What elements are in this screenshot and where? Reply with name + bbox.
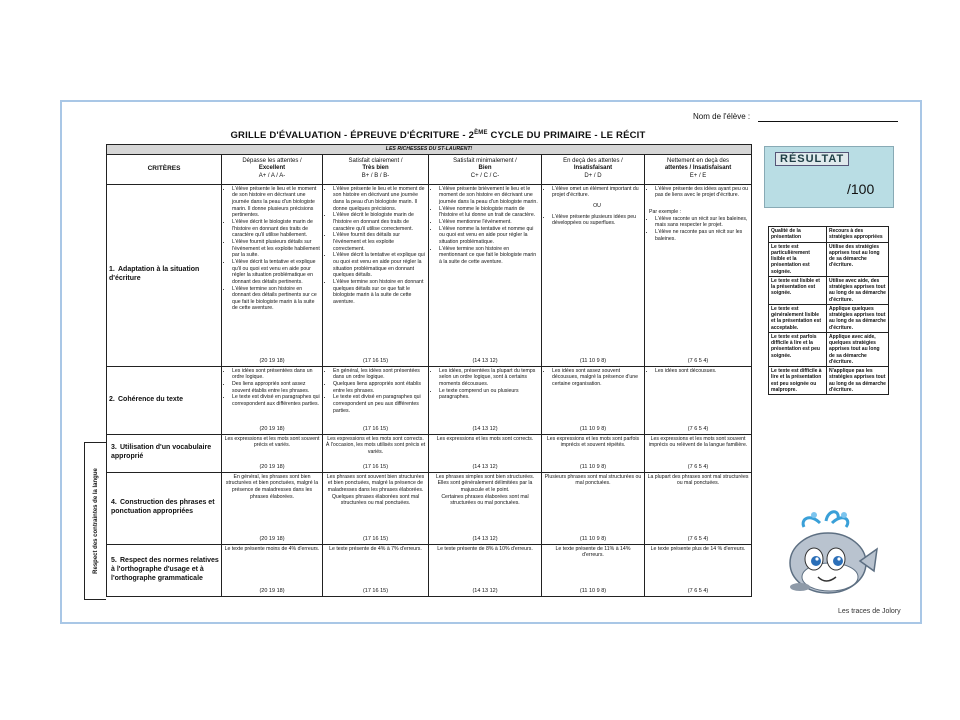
descriptor-item: Le texte présente de 8% à 10% d'erreurs. <box>437 545 533 552</box>
descriptor-text <box>647 436 749 449</box>
descriptor-item: • Les idées sont assez souvent décousues, malgré la présence d'une certaine organisation. <box>552 368 642 388</box>
descriptor-text <box>224 474 320 501</box>
descriptor-item: Le texte présente de 11% à 14% d'erreurs. <box>555 545 631 559</box>
score-options[interactable]: (11 10 9 8) <box>579 587 607 594</box>
score-options[interactable]: (17 16 15) <box>362 535 389 542</box>
descriptor-item: • L'élève mentionne l'événement. <box>439 219 539 226</box>
criterion-row <box>107 472 752 544</box>
strategy-descriptor: Utilise avec aide, des stratégies apprises tout au long de sa démarche d'écriture. <box>827 276 889 304</box>
descriptor-item: • Quelques liens appropriés sont établis entre les phrases. <box>333 381 426 394</box>
score-options[interactable]: (20 19 18) <box>259 357 285 364</box>
score-options[interactable]: (11 10 9 8) <box>579 425 607 432</box>
strategy-descriptor: N'applique pas les stratégies apprises tout au long de sa démarche d'écriture. <box>827 367 889 395</box>
descriptor-item: Le texte présente de 4% à 7% d'erreurs. <box>329 545 422 552</box>
descriptor-item: Le texte présente moins de 4% d'erreurs. <box>224 545 320 552</box>
descriptor-text <box>224 186 320 312</box>
descriptor-item: • Le texte est divisé en paragraphes qui correspondent un peu aux différentes parties. <box>333 394 426 414</box>
descriptor-item: Certaines phrases élaborées sont mal structurées ou mal ponctuées. <box>441 493 529 507</box>
descriptor-item: • L'élève ne raconte pas un récit sur les baleines. <box>655 229 749 242</box>
descriptor-cell <box>429 434 542 472</box>
score-options[interactable]: (14 13 12) <box>472 425 498 432</box>
level-header-e: Nettement en deçà des attentes / Insatisfaisant E+ / E <box>645 154 752 184</box>
score-options[interactable]: (7 6 5 4) <box>687 425 709 432</box>
descriptor-item: • L'élève présente le lieu et le moment de son histoire en décrivant une journée dans la peau d'un biologiste marin. Il donne plusieurs précisions pertinentes. <box>232 186 320 219</box>
descriptor-item: • L'élève termine son histoire en donnant des détails pertinents sur ce que fait le biologiste marin à la suite de cette aventure. <box>232 286 320 313</box>
descriptor-text <box>647 368 749 375</box>
descriptor-cell <box>222 184 323 366</box>
descriptor-text <box>544 474 642 487</box>
descriptor-text <box>544 368 642 388</box>
descriptor-item: Les expressions et les mots sont souvent imprécis ou relèvent de la langue familière. <box>648 435 748 449</box>
descriptor-cell <box>542 184 645 366</box>
descriptor-cell <box>222 434 323 472</box>
descriptor-item: • L'élève décrit le biologiste marin de l'histoire en donnant des traits de caractère qu'il utilise correctement. <box>333 212 426 232</box>
header-row <box>107 154 752 184</box>
score-options[interactable]: (7 6 5 4) <box>687 357 709 364</box>
level-header-b: Satisfait clairement / Très bien B+ / B / B- <box>323 154 429 184</box>
descriptor-item: • L'élève fournit plusieurs détails sur l'événement et les exploite habilement par la suite. <box>232 239 320 259</box>
criterion-row <box>107 544 752 596</box>
grid-subtitle: LES RICHESSES DU ST-LAURENT! <box>107 145 752 155</box>
descriptor-item: • L'élève décrit la tentative et explique qui ou quoi est venu en aide pour régler la situation problématique en donnant quelques détails. <box>333 252 426 279</box>
descriptor-text <box>647 474 749 487</box>
criterion-number: 1. <box>109 266 115 274</box>
descriptor-text <box>325 436 426 456</box>
descriptor-text <box>224 436 320 449</box>
student-name-field[interactable] <box>758 121 898 122</box>
descriptor-cell <box>429 366 542 434</box>
criterion-label: Construction des phrases et ponctuation appropriées <box>111 499 215 516</box>
descriptor-text <box>224 546 320 553</box>
score-options[interactable]: (14 13 12) <box>472 463 498 470</box>
descriptor-cell <box>542 472 645 544</box>
strategy-descriptor: Utilise des stratégies apprises tout au long de sa démarche d'écriture. <box>827 242 889 276</box>
score-options[interactable]: (11 10 9 8) <box>579 535 607 542</box>
descriptor-item: • Les idées sont présentées dans un ordre logique. <box>232 368 320 381</box>
descriptor-item: • L'élève présente le lieu et le moment de son histoire en décrivant une journée dans la peau d'un biologiste marin. Il donne quelques précisions. <box>333 186 426 213</box>
descriptor-text <box>544 436 642 449</box>
side-table-header <box>769 227 889 243</box>
subtitle-row <box>107 145 752 155</box>
criteria-header: CRITÈRES <box>107 154 222 184</box>
score-options[interactable]: (14 13 12) <box>472 535 498 542</box>
score-options[interactable]: (17 16 15) <box>362 587 389 594</box>
criterion-name <box>107 184 222 366</box>
student-name-label: Nom de l'élève : <box>693 112 751 121</box>
descriptor-text <box>647 186 749 243</box>
descriptor-cell <box>542 366 645 434</box>
title-rest: CYCLE DU PRIMAIRE - LE RÉCIT <box>487 130 646 142</box>
descriptor-cell <box>323 184 429 366</box>
descriptor-text <box>325 186 426 306</box>
level-header-a: Dépasse les attentes / Excellent A+ / A / A- <box>222 154 323 184</box>
score-options[interactable]: (14 13 12) <box>472 357 498 364</box>
descriptor-item: • L'élève termine son histoire en mentionnant ce que fait le biologiste marin à la suite de cette aventure. <box>439 246 539 266</box>
score-options[interactable]: (7 6 5 4) <box>687 587 709 594</box>
descriptor-item: • L'élève présente plusieurs idées peu développées ou superflues. <box>552 214 642 227</box>
descriptor-item: Les phrases simples sont bien structurées. Elles sont généralement délimitées par la majuscule et le point. <box>435 473 535 493</box>
score-options[interactable]: (11 10 9 8) <box>579 357 607 364</box>
evaluation-grid <box>106 144 752 597</box>
descriptor-item: La plupart des phrases sont mal structurées ou mal ponctuées. <box>647 473 749 487</box>
whale-mascot-icon <box>780 505 880 600</box>
descriptor-cell <box>222 472 323 544</box>
criterion-number: 4. <box>111 499 117 507</box>
strategy-descriptor: Applique avec aide, quelques stratégies apprises tout au long de sa démarche d'écriture. <box>827 332 889 366</box>
level-header-c: Satisfait minimalement / Bien C+ / C / C- <box>429 154 542 184</box>
descriptor-cell <box>222 544 323 596</box>
descriptor-text <box>431 474 539 507</box>
descriptor-item: • L'élève raconte un récit sur les baleines, mais sans respecter le projet. <box>655 216 749 229</box>
descriptor-item: • L'élève présente brièvement le lieu et le moment de son histoire en décrivant une journée dans la peau d'un biologiste marin. <box>439 186 539 206</box>
descriptor-cell <box>645 434 752 472</box>
descriptor-item: • L'élève décrit la tentative et explique qu'il ou quoi est venu en aide pour régler la situation problématique en donnant des détails pertinents. <box>232 259 320 286</box>
descriptor-text <box>325 368 426 415</box>
level-header-d: En deçà des attentes / Insatisfaisant D+ / D <box>542 154 645 184</box>
presentation-descriptor: Le texte est lisible et la présentation est soignée. <box>769 276 827 304</box>
descriptor-cell <box>645 472 752 544</box>
score-options[interactable]: (20 19 18) <box>259 535 285 542</box>
descriptor-item: • L'élève nomme le biologiste marin de l'histoire et lui donne un trait de caractère. <box>439 206 539 219</box>
descriptor-item: Plusieurs phrases sont mal structurées ou mal ponctuées. <box>544 473 642 487</box>
side-table-row <box>769 276 889 304</box>
descriptor-item: En général, les phrases sont bien structurées et bien ponctuées, malgré la présence de maladresses dans les phrases élaborées. <box>225 473 319 500</box>
result-box <box>764 146 894 208</box>
descriptor-text <box>325 474 426 507</box>
side-table-row <box>769 332 889 366</box>
presentation-strategies-table <box>768 226 889 395</box>
descriptor-item: • L'élève décrit le biologiste marin de l'histoire en donnant des traits de caractère qu'il utilise habilement. <box>232 219 320 239</box>
descriptor-item: Les expressions et les mots sont corrects. <box>436 435 534 442</box>
language-constraints-label: Respect des contraintes de la langue <box>92 468 99 574</box>
score-options[interactable]: (17 16 15) <box>362 425 389 432</box>
criterion-row <box>107 434 752 472</box>
criterion-label: Adaptation à la situation d'écriture <box>109 266 200 283</box>
criterion-name <box>107 366 222 434</box>
criterion-row <box>107 366 752 434</box>
descriptor-item: • Des liens appropriés sont assez souvent établis entre les phrases. <box>232 381 320 394</box>
title-sup: ÈME <box>474 130 488 136</box>
descriptor-item: OU <box>593 202 601 209</box>
score-options[interactable]: (7 6 5 4) <box>687 463 709 470</box>
result-label: RÉSULTAT <box>775 152 849 166</box>
language-constraints-label-box <box>84 442 106 600</box>
presentation-descriptor: Le texte est difficile à lire et la présentation est peu soignée ou malpropre. <box>769 367 827 395</box>
descriptor-item: Quelques phrases élaborées sont mal structurées ou mal ponctuées. <box>331 493 420 507</box>
descriptor-text <box>647 546 749 553</box>
presentation-descriptor: Le texte est particulièrement lisible et la présentation est soignée. <box>769 242 827 276</box>
score-options[interactable]: (14 13 12) <box>472 587 498 594</box>
criterion-label: Cohérence du texte <box>118 395 183 403</box>
side-table-row <box>769 304 889 332</box>
descriptor-text <box>325 546 426 553</box>
descriptor-item: • En général, les idées sont présentées dans un ordre logique. <box>333 368 426 381</box>
side-table-row <box>769 242 889 276</box>
score-options[interactable]: (20 19 18) <box>259 587 285 594</box>
score-options[interactable]: (20 19 18) <box>259 463 285 470</box>
score-options[interactable]: (7 6 5 4) <box>687 535 709 542</box>
descriptor-item: • L'élève omet un élément important du projet d'écriture. <box>552 186 642 199</box>
descriptor-text <box>431 546 539 553</box>
descriptor-text <box>544 546 642 559</box>
descriptor-item: Les expressions et les mots sont parfois imprécis et souvent répétés. <box>546 435 640 449</box>
descriptor-item: Les phrases sont souvent bien structurées et bien ponctuées, malgré la présence de maladresses dans les phrases élaborées. <box>326 473 425 493</box>
descriptor-cell <box>222 366 323 434</box>
descriptor-cell <box>323 472 429 544</box>
descriptor-item: Les expressions et les mots sont corrects. À l'occasion, les mots utilisés sont précis et variés. <box>325 435 426 455</box>
descriptor-item: Le texte présente plus de 14 % d'erreurs. <box>650 545 746 552</box>
score-options[interactable]: (17 16 15) <box>362 463 389 470</box>
descriptor-cell <box>645 366 752 434</box>
descriptor-item: • Le texte est divisé en paragraphes qui correspondent aux différentes parties. <box>232 394 320 407</box>
descriptor-item: • L'élève présente des idées ayant peu ou pas de liens avec le projet d'écriture. <box>655 186 749 199</box>
criterion-number: 2. <box>109 395 115 403</box>
descriptor-item: Les expressions et les mots sont souvent précis et variés. <box>224 435 320 449</box>
descriptor-item: • L'élève nomme la tentative et nomme qui ou quoi est venu en aide pour régler la situation problématique. <box>439 226 539 246</box>
presentation-descriptor: Le texte est généralement lisible et la présentation est acceptable. <box>769 304 827 332</box>
result-score: /100 <box>847 181 875 197</box>
side-header-presentation: Qualité de la présentation <box>769 227 827 243</box>
criterion-label: Utilisation d'un vocabulaire approprié <box>111 444 212 461</box>
descriptor-cell <box>645 544 752 596</box>
grid-body <box>107 184 752 596</box>
score-options[interactable]: (11 10 9 8) <box>579 463 607 470</box>
side-header-strategies: Recours à des stratégies appropriées <box>827 227 889 243</box>
criterion-name <box>107 472 222 544</box>
descriptor-item: • Les idées, présentées la plupart du temps selon un ordre logique, sont à certains moments décousues. <box>439 368 539 388</box>
descriptor-cell <box>429 544 542 596</box>
score-options[interactable]: (17 16 15) <box>362 357 389 364</box>
descriptor-cell <box>429 472 542 544</box>
criterion-name <box>107 544 222 596</box>
side-table-body <box>769 242 889 395</box>
descriptor-text <box>224 368 320 408</box>
descriptor-text <box>431 368 539 401</box>
title-main: GRILLE D'ÉVALUATION - ÉPREUVE D'ÉCRITURE - 2 <box>230 130 475 142</box>
descriptor-cell <box>542 434 645 472</box>
descriptor-cell <box>429 184 542 366</box>
descriptor-item: • Le texte comprend un ou plusieurs paragraphes. <box>439 388 539 401</box>
descriptor-text <box>431 436 539 443</box>
descriptor-item: • L'élève termine son histoire en donnant quelques détails sur ce que fait le biologiste marin à la suite de cette aventure. <box>333 279 426 306</box>
criterion-number: 5. <box>111 556 117 564</box>
descriptor-cell <box>323 434 429 472</box>
descriptor-cell <box>645 184 752 366</box>
descriptor-text <box>431 186 539 266</box>
descriptor-item: • L'élève fournit des détails sur l'événement et les exploite correctement. <box>333 232 426 252</box>
descriptor-cell <box>542 544 645 596</box>
presentation-descriptor: Le texte est parfois difficile à lire et la présentation est peu soignée. <box>769 332 827 366</box>
descriptor-item: • Les idées sont décousues. <box>655 368 749 375</box>
criterion-row <box>107 184 752 366</box>
criterion-number: 3. <box>111 444 117 452</box>
descriptor-cell <box>323 366 429 434</box>
criterion-label: Respect des normes relatives à l'orthographe d'usage et à l'orthographe grammaticale <box>111 556 219 582</box>
page-title <box>213 130 663 141</box>
strategy-descriptor: Applique quelques stratégies apprises tout au long de sa démarche d'écriture. <box>827 304 889 332</box>
criterion-name <box>107 434 222 472</box>
side-table-row <box>769 367 889 395</box>
descriptor-text <box>544 186 642 227</box>
credit-text: Les traces de Jolory <box>838 608 901 615</box>
descriptor-item: Par exemple : <box>649 208 682 215</box>
score-options[interactable]: (20 19 18) <box>259 425 285 432</box>
descriptor-cell <box>323 544 429 596</box>
